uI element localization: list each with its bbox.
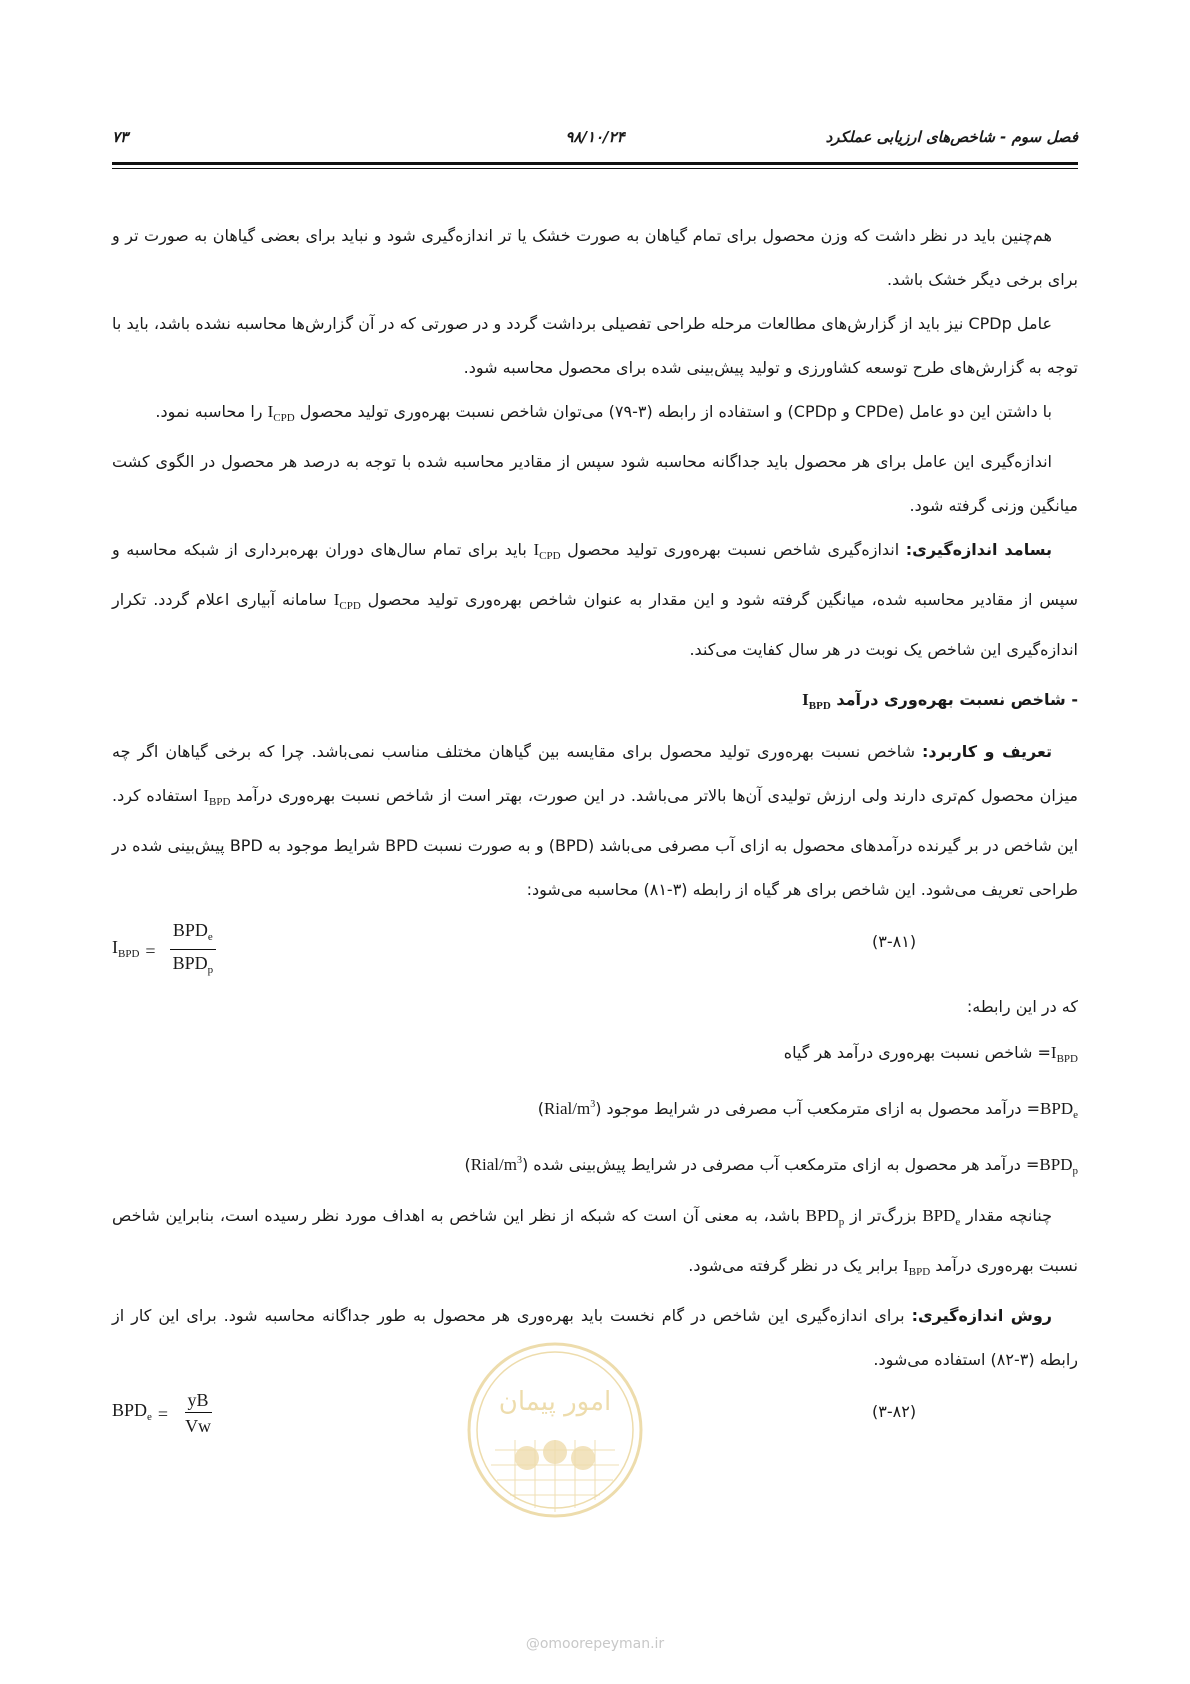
eq81-num-subscript: e <box>207 931 213 943</box>
def1-text: = شاخص نسبت بهره‌وری درآمد هر گیاه <box>783 1043 1051 1062</box>
eq82-fraction <box>182 1388 214 1439</box>
definition-bpde <box>112 1082 1078 1138</box>
eq81-equals: = <box>145 940 156 961</box>
icpd-symbol-3: I <box>333 590 340 609</box>
eq81-lhs-symbol: I <box>112 937 118 957</box>
paragraph-3-end: را محاسبه نمود. <box>155 402 268 421</box>
watermark-url: @omoorepeyman.ir <box>525 1636 665 1652</box>
equation-82-number: (۳-۸۲) <box>872 1402 917 1421</box>
paragraph-3 <box>112 390 1078 440</box>
conclusion-bpdp: BPD <box>805 1206 839 1225</box>
paragraph-5-b: باید برای تمام سال‌های دوران بهره‌برداری از شبکه محاسبه و سپس از مقادیر محاسبه شده، میانگین گرفته شود و این مقدار به عنوان شاخص بهره‌وری تولید محصول <box>112 540 1078 609</box>
ibpd-symbol: I <box>203 786 209 805</box>
header-rule-thin <box>112 168 1078 169</box>
eq81-den-symbol: BPD <box>172 953 208 973</box>
definition-label: تعریف و کاربرد: <box>921 742 1052 761</box>
def2-text: = درآمد محصول به ازای مترمکعب آب مصرفی در شرایط موجود ( <box>595 1099 1041 1118</box>
conclusion-paragraph <box>112 1194 1078 1294</box>
definitions-intro: که در این رابطه: <box>966 997 1078 1016</box>
header-rule-thick <box>112 162 1078 165</box>
paragraph-2: عامل CPDp نیز باید از گزارش‌های مطالعات مرحله طراحی تفصیلی برداشت گردد و در صورتی که در آن گزارش‌ها محاسبه نشده باشد، باید با توجه به گزارش‌های طرح توسعه کشاورزی و تولید پیش‌بینی شده برای محصول محاسبه شود. <box>112 314 1078 377</box>
eq82-equals: = <box>157 1403 169 1424</box>
definition-text-a: شاخص نسبت بهره‌وری تولید محصول برای مقایسه بین گیاهان مختلف مناسب نمی‌باشد. چرا که برخی گیاهان اگر چه میزان محصول کم‌تری دارند ولی ارزش تولیدی آن‌ها بالاتر می‌باشد. در این صورت، بهتر است از شاخص نسبت بهره‌وری درآمد <box>112 742 1079 805</box>
section-heading-text: - شاخص نسبت بهره‌وری درآمد <box>830 690 1078 709</box>
def1-symbol: I <box>1050 1043 1057 1062</box>
def3-subscript: p <box>1072 1165 1078 1177</box>
def3-superscript: 3 <box>516 1155 522 1166</box>
eq81-num-symbol: BPD <box>172 920 208 940</box>
frequency-label: بسامد اندازه‌گیری: <box>905 540 1052 559</box>
conclusion-bpde-sub: e <box>955 1216 961 1228</box>
paragraph-1: هم‌چنین باید در نظر داشت که وزن محصول برای تمام گیاهان به صورت خشک یا تر اندازه‌گیری شود و نباید برای بعضی گیاهان به صورت تر و برای برخی دیگر خشک باشد. <box>112 226 1078 289</box>
icpd-symbol: I <box>267 402 274 421</box>
eq81-fraction <box>170 918 217 983</box>
method-label: روش اندازه‌گیری: <box>911 1306 1053 1325</box>
conclusion-d: برابر یک در نظر گرفته می‌شود. <box>688 1256 904 1275</box>
def3-unit: Rial/m <box>470 1155 517 1174</box>
conclusion-bpdp-sub: p <box>838 1216 845 1228</box>
definition-paragraph <box>112 730 1078 912</box>
body-text <box>112 214 1078 1454</box>
conclusion-ibpd-sub: BPD <box>908 1266 931 1278</box>
conclusion-bpde: BPD <box>922 1206 956 1225</box>
definition-ibpd <box>112 1030 1078 1082</box>
page-number: ۷۳ <box>112 128 129 146</box>
def3-text: = درآمد هر محصول به ازای مترمکعب آب مصرفی در شرایط پیش‌بینی شده ( <box>521 1155 1040 1174</box>
def2-symbol: BPD <box>1040 1099 1074 1118</box>
ibpd-heading-symbol: I <box>802 690 809 709</box>
icpd-symbol-2: I <box>533 540 540 559</box>
icpd-subscript-2: CPD <box>539 550 561 562</box>
conclusion-a: چنانچه مقدار <box>960 1206 1053 1225</box>
eq82-lhs-subscript: e <box>147 1411 152 1423</box>
eq82-lhs <box>112 1388 152 1439</box>
equation-81-number: (۳-۸۱) <box>872 932 917 951</box>
conclusion-ibpd: I <box>903 1256 909 1275</box>
paragraph-5 <box>112 528 1078 672</box>
eq81-den-subscript: p <box>207 964 214 976</box>
ibpd-heading-subscript: BPD <box>808 700 831 712</box>
definition-bpdp <box>112 1138 1078 1194</box>
eq82-lhs-symbol: BPD <box>112 1400 148 1420</box>
equation-82-formula <box>112 1388 214 1439</box>
ibpd-subscript: BPD <box>208 796 231 808</box>
def3-close: ) <box>464 1155 471 1174</box>
def2-unit: Rial/m <box>543 1099 591 1118</box>
eq81-lhs-subscript: BPD <box>118 948 140 960</box>
eq81-numerator <box>170 918 216 950</box>
def2-subscript: e <box>1073 1109 1078 1121</box>
equation-81-formula <box>112 918 216 983</box>
watermark-seal-icon <box>465 1340 645 1520</box>
eq82-denominator: Vw <box>185 1416 212 1436</box>
paragraph-3-text: با داشتن این دو عامل (CPDe و CPDp) و استفاده از رابطه (۳-۷۹) می‌توان شاخص نسبت بهره‌وری تولید محصول <box>299 402 1052 421</box>
paragraph-5-a: اندازه‌گیری شاخص نسبت بهره‌وری تولید محصول <box>560 540 906 559</box>
equation-81 <box>112 912 1078 984</box>
icpd-subscript: CPD <box>273 412 295 424</box>
def2-close: ) <box>537 1099 544 1118</box>
page-header <box>112 128 1078 154</box>
header-date: ۹۸/۱۰/۲۴ <box>565 128 625 146</box>
def3-symbol: BPD <box>1039 1155 1073 1174</box>
section-heading <box>112 672 1078 730</box>
conclusion-c: باشد، به معنی آن است که شبکه از نظر این شاخص به اهداف مورد نظر رسیده است، بنابراین شاخص نسبت بهره‌وری درآمد <box>112 1206 1078 1275</box>
paragraph-5-c: سامانه آبیاری اعلام گردد. تکرار اندازه‌گیری این شاخص یک نوبت در هر سال کفایت می‌کند. <box>112 590 1078 659</box>
eq81-lhs <box>112 925 139 976</box>
definition-text-b: استفاده کرد. این شاخص در بر گیرنده درآمدهای محصول به ازای آب مصرفی می‌باشد (BPD) و به صورت نسبت BPD شرایط موجود به BPD پیش‌بینی شده در طراحی تعریف می‌شود. این شاخص برای هر گیاه از رابطه (۳-۸۱) محاسبه می‌شود: <box>112 786 1079 899</box>
eq81-denominator <box>170 950 217 983</box>
icpd-subscript-3: CPD <box>339 600 361 612</box>
def1-subscript: BPD <box>1056 1053 1078 1065</box>
eq82-numerator: yB <box>185 1388 212 1413</box>
paragraph-4: اندازه‌گیری این عامل برای هر محصول باید جداگانه محاسبه شود سپس از مقادیر محاسبه شده با توجه به درصد هر محصول در الگوی کشت میانگین وزنی گرفته شود. <box>112 452 1078 515</box>
chapter-title: فصل سوم - شاخص‌های ارزیابی عملکرد <box>825 128 1078 146</box>
method-text: برای اندازه‌گیری این شاخص در گام نخست باید بهره‌وری هر محصول به طور جداگانه محاسبه شود. برای این کار از رابطه (۳-۸۲) استفاده می‌شود. <box>112 1306 1078 1369</box>
conclusion-b: بزرگ‌تر از <box>844 1206 923 1225</box>
def2-superscript: 3 <box>590 1099 596 1110</box>
watermark-logo-text: امور پیمان <box>498 1387 612 1417</box>
